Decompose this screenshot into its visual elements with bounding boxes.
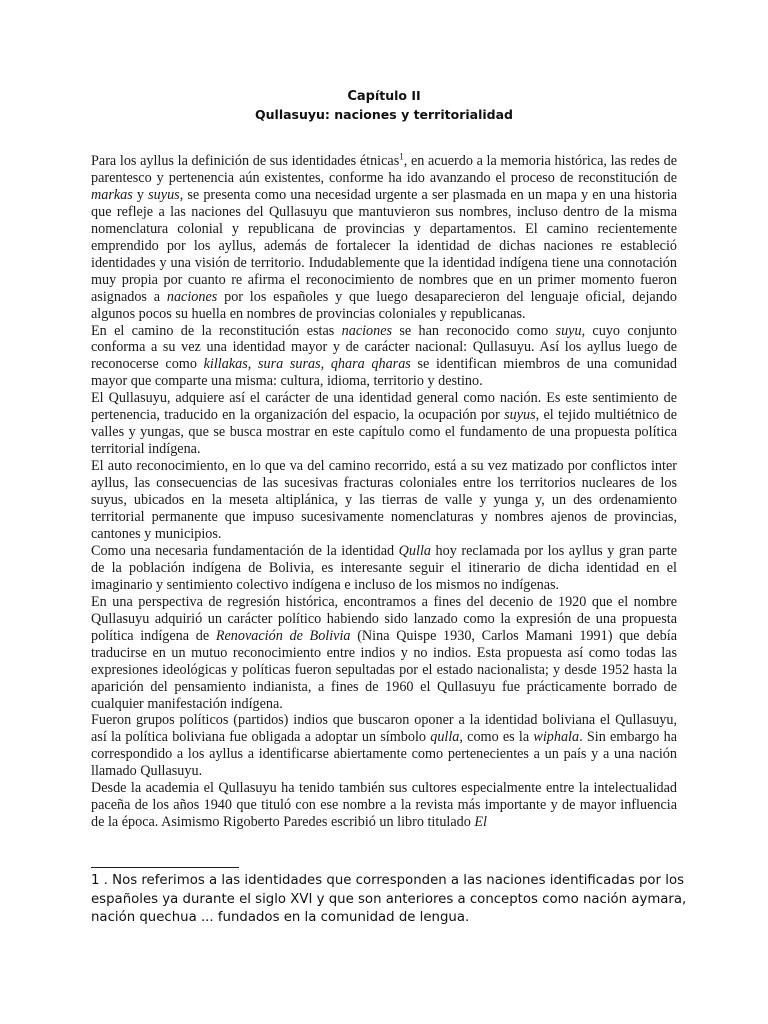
text-run: El Qullasuyu, adquiere así el carácter de una identidad general como nación. Es este sentimiento de pertenencia, traducido en la organización del espacio, la ocupación por <box>91 390 677 424</box>
italic-term: Qulla <box>398 542 431 559</box>
text-run: , se presenta como una necesidad urgente a ser plasmada en un mapa y en una historia que refleje a las naciones del Qullasuyu que mantuvieron sus nombres, incluso dentro de la misma nomenclatura colonial y republicana de provincias y departamentos. El camino recientemente emprendido por los ayllus, además de fortalecer la identidad de dichas naciones re estableció identidades y una visión de territorio. Indudablemente que la identidad indígena tiene una connotación muy propia por cuanto re afirma el reconocimiento de nombres que en un primer momento fueron asignados a <box>91 186 677 305</box>
paragraph-3 <box>91 390 677 458</box>
paragraph-2 <box>91 323 677 391</box>
footnote: 1 . Nos referimos a las identidades que corresponden a las naciones identificadas por los españoles ya durante el siglo XVI y que son anteriores a conceptos como nación aymara, nación quechua ... fundados en la comunidad de lengua. <box>91 873 687 925</box>
text-run: (Nina Quispe 1930, Carlos Mamani 1991) que debía traducirse en un mutuo reconocimiento entre indios y no indios. Esta propuesta así como todas las expresiones ideológicas y políticas fueron sepultadas por el estado nacionalista; y desde 1952 hasta la aparición del pensamiento indianista, a fines de 1960 el Qullasuyu fue prácticamente borrado de cualquier manifestación indígena. <box>91 627 677 712</box>
footnote-reference: 1 <box>399 151 404 162</box>
text-run: se han reconocido como <box>392 322 556 339</box>
italic-term: killakas, sura suras, qhara qharas <box>203 356 411 373</box>
text-run: hoy reclamada por los ayllus y gran parte de la población indígena de Bolivia, es interesante seguir el itinerario de dicha identidad en el imaginario y sentimiento colectivo indígena e incluso de los mismos no indígenas. <box>91 542 678 593</box>
footnote-separator <box>91 867 239 868</box>
text-run: En una perspectiva de regresión histórica, encontramos a fines del decenio de 1920 que el nombre Qullasuyu adquirió un carácter político habiendo sido lanzado como la expresión de una propuesta política indígena de <box>91 593 677 644</box>
text-run: por los españoles y que luego desaparecieron del lenguaje oficial, dejando algunos pocos su huella en nombres de provincias coloniales y republicanas. <box>91 288 677 322</box>
chapter-subtitle: Qullasuyu: naciones y territorialidad <box>255 107 513 122</box>
text-run: se identifican miembros de una comunidad mayor que comparte una misma: cultura, idioma, territorio y destino. <box>91 356 677 390</box>
text-run: y <box>132 186 149 203</box>
paragraph-4 <box>91 458 677 543</box>
text-run: Como una necesaria fundamentación de la identidad <box>91 542 399 559</box>
paragraph-1 <box>91 153 677 323</box>
text-run: , el tejido multiétnico de valles y yungas, que se busca mostrar en este capítulo como el fundamento de una propuesta política territorial indígena. <box>91 407 678 458</box>
italic-term: suyus <box>148 186 180 203</box>
italic-term: qulla <box>430 729 460 746</box>
body-text <box>91 153 677 831</box>
paragraph-7 <box>91 712 677 780</box>
italic-term: El <box>474 814 487 831</box>
text-run: , en acuerdo a la memoria histórica, las redes de parentesco y pertenencia aún existentes, conforme ha ido avanzando el proceso de reconstitución de <box>91 153 677 186</box>
italic-term: naciones <box>341 322 393 339</box>
chapter-heading-prefix: Cap <box>347 89 375 104</box>
paragraph-6 <box>91 594 677 713</box>
text-run: , cuyo conjunto conforma a su vez una identidad mayor y de carácter nacional: Qullasuyu. Así los ayllus luego de reconocerse como <box>91 322 677 373</box>
italic-term: suyus <box>504 407 536 424</box>
text-run: , como es la <box>459 729 534 746</box>
italic-term: naciones <box>166 288 218 305</box>
text-run: Para los ayllus la definición de sus identidades étnicas <box>91 153 400 169</box>
text-run: En el camino de la reconstitución estas <box>91 322 342 339</box>
text-run: El auto reconocimiento, en lo que va del camino recorrido, está a su vez matizado por conflictos inter ayllus, las consecuencias de las sucesivas fracturas coloniales entre los territorios nucleares de los suyus, ubicados en la meseta altiplánica, y las tierras de valle y yunga y, un des ordenamiento territorial permanente que impuso sucesivamente nomenclaturas y nombres ajenos de provincias, cantones y municipios. <box>91 458 677 542</box>
italic-term: Renovación de Bolivia <box>215 627 351 644</box>
italic-term: markas <box>91 186 133 203</box>
text-run: Fueron grupos políticos (partidos) indios que buscaron oponer a la identidad boliviana el Qullasuyu, así la política boliviana fue obligada a adoptar un símbolo <box>91 712 677 746</box>
chapter-heading <box>0 88 768 104</box>
italic-term: suyu <box>555 322 582 339</box>
paragraph-8 <box>91 780 677 831</box>
chapter-heading-rest: ítulo II <box>374 88 421 103</box>
text-run: . Sin embargo ha correspondido a los ayllus a identificarse abiertamente como pertenecientes a un país y a una nación llamado Qullasuyu. <box>91 729 677 780</box>
paragraph-5 <box>91 543 677 594</box>
italic-term: wiphala <box>533 729 580 746</box>
text-run: Desde la academia el Qullasuyu ha tenido también sus cultores especialmente entre la intelectualidad paceña de los años 1940 que tituló con ese nombre a la revista más importante y de mayor influencia de la época. Asimismo Rigoberto Paredes escribió un libro titulado <box>91 780 677 831</box>
